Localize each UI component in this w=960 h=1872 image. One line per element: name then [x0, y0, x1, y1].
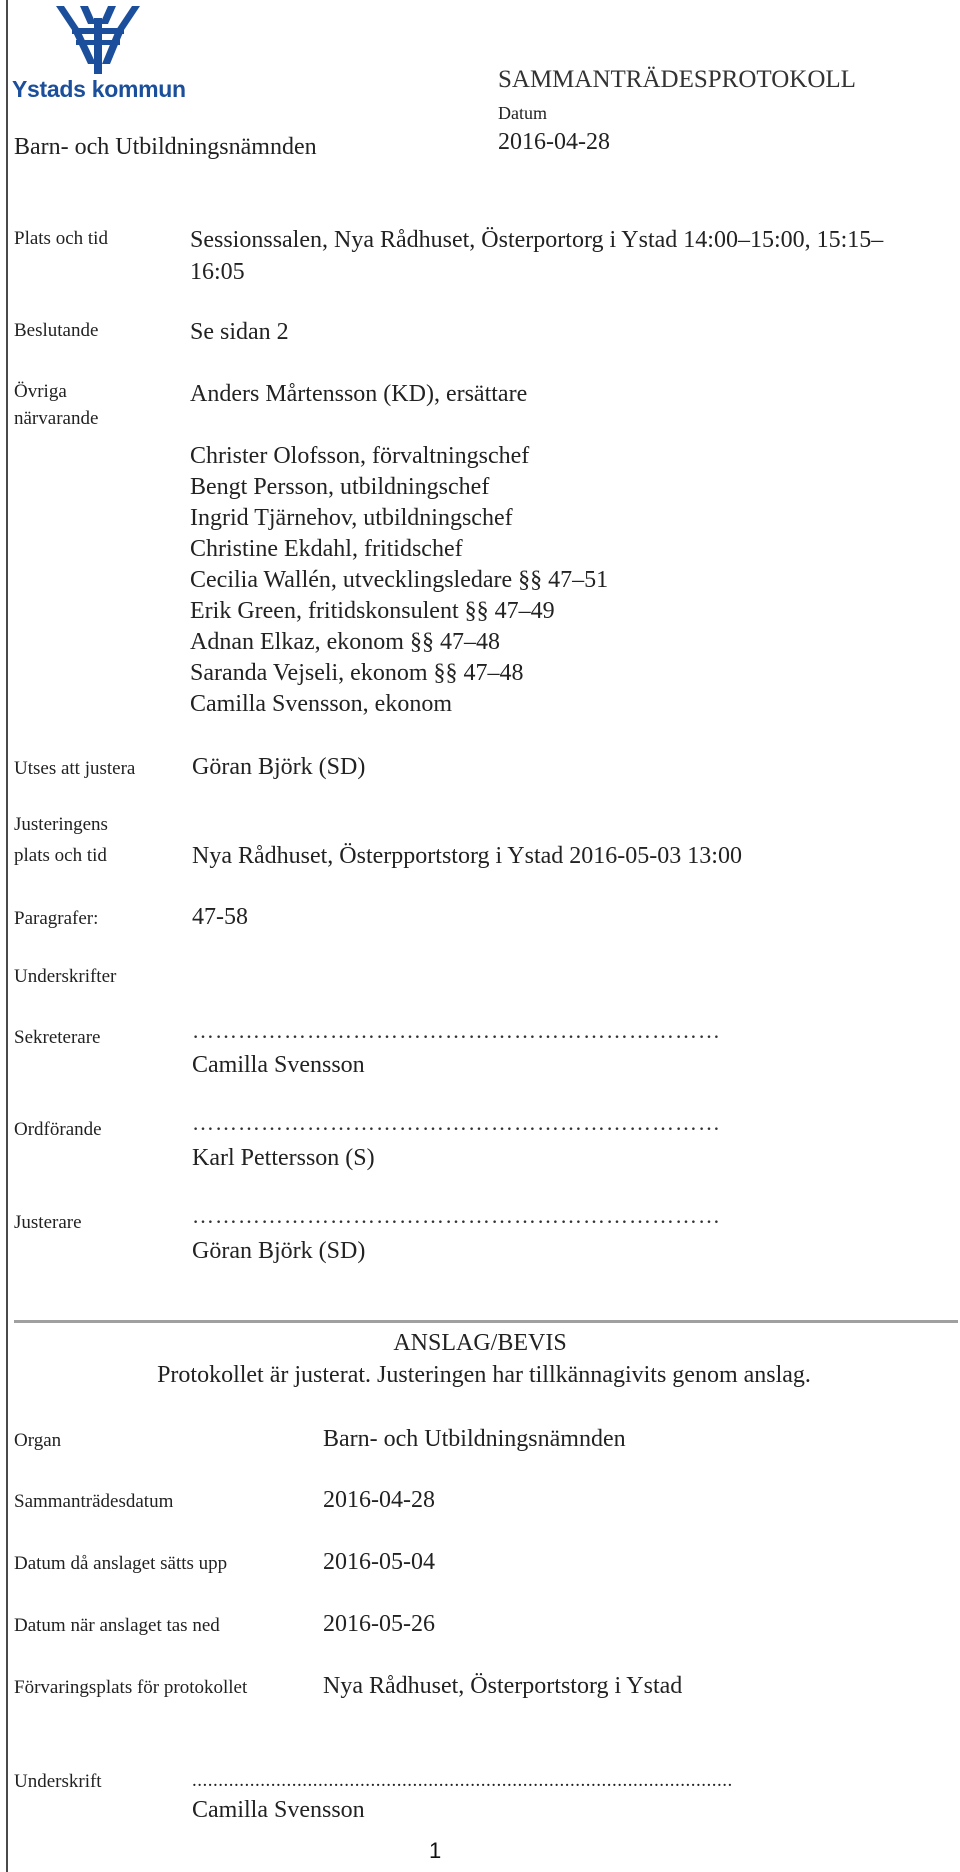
adjuster-value: Göran Björk (SD): [192, 754, 366, 780]
signatures-heading: Underskrifter: [14, 966, 117, 987]
deciders-label: Beslutande: [14, 320, 99, 341]
place-line-1: Sessionssalen, Nya Rådhuset, Österportorg i Ystad 14:00–15:00, 15:15–: [190, 227, 884, 253]
page-number: 1: [429, 1838, 442, 1863]
board-name: Barn- och Utbildningsnämnden: [14, 134, 317, 160]
others-list-item: Christer Olofsson, förvaltningschef: [190, 443, 530, 469]
signature-role: Sekreterare: [14, 1027, 101, 1048]
notice-signature-label: Underskrift: [14, 1771, 102, 1792]
paragraphs-label: Paragrafer:: [14, 908, 99, 929]
adjust-place-label-1: Justeringens: [14, 814, 108, 835]
signature-role: Justerare: [14, 1212, 82, 1233]
signature-name: Göran Björk (SD): [192, 1238, 366, 1264]
section-divider: [14, 1320, 958, 1323]
logo-text: Ystads kommun: [12, 76, 186, 102]
notice-row-label: Datum då anslaget sätts upp: [14, 1553, 228, 1574]
signature-role: Ordförande: [14, 1119, 102, 1140]
notice-row-value: 2016-05-04: [323, 1549, 435, 1575]
date-value: 2016-04-28: [498, 129, 610, 155]
others-list-item: Christine Ekdahl, fritidschef: [190, 536, 463, 562]
others-list-item: Cecilia Wallén, utvecklingsledare §§ 47–51: [190, 567, 609, 593]
adjust-place-label-2: plats och tid: [14, 845, 107, 866]
deciders-value: Se sidan 2: [190, 319, 289, 345]
notice-row-label: Datum när anslaget tas ned: [14, 1615, 220, 1636]
left-margin-rule: [6, 0, 8, 1872]
notice-row-value: 2016-05-26: [323, 1611, 435, 1637]
place-label: Plats och tid: [14, 228, 108, 249]
others-list-item: Bengt Persson, utbildningschef: [190, 474, 490, 500]
notice-row-label: Organ: [14, 1430, 62, 1451]
adjust-place-value: Nya Rådhuset, Österpportstorg i Ystad 2016-05-03 13:00: [192, 843, 742, 869]
notice-row-label: Förvaringsplats för protokollet: [14, 1677, 248, 1698]
signature-line: ……………………………………………………………: [192, 1110, 721, 1135]
others-label-2: närvarande: [14, 408, 99, 429]
date-label: Datum: [498, 103, 547, 123]
others-label-1: Övriga: [14, 381, 67, 402]
paragraphs-value: 47-58: [192, 904, 248, 930]
notice-row-label: Sammanträdesdatum: [14, 1491, 174, 1512]
notice-signature-line: .......................................................................................................: [192, 1770, 733, 1791]
notice-signature-name: Camilla Svensson: [192, 1797, 365, 1823]
others-list-item: Erik Green, fritidskonsulent §§ 47–49: [190, 598, 555, 624]
ystad-emblem-icon: [12, 4, 192, 76]
document-title: SAMMANTRÄDESPROTOKOLL: [498, 66, 856, 93]
notice-row-value: Barn- och Utbildningsnämnden: [323, 1426, 626, 1452]
others-list-item: Adnan Elkaz, ekonom §§ 47–48: [190, 629, 500, 655]
others-list-item: Saranda Vejseli, ekonom §§ 47–48: [190, 660, 524, 686]
adjuster-label: Utses att justera: [14, 758, 136, 779]
place-line-2: 16:05: [190, 259, 245, 285]
others-list-item: Camilla Svensson, ekonom: [190, 691, 452, 717]
others-list-item: Anders Mårtensson (KD), ersättare: [190, 381, 528, 407]
others-list-item: Ingrid Tjärnehov, utbildningschef: [190, 505, 513, 531]
notice-subtitle: Protokollet är justerat. Justeringen har tillkännagivits genom anslag.: [157, 1362, 811, 1388]
notice-title: ANSLAG/BEVIS: [393, 1330, 567, 1356]
notice-row-value: 2016-04-28: [323, 1487, 435, 1513]
signature-line: ……………………………………………………………: [192, 1018, 721, 1043]
notice-row-value: Nya Rådhuset, Österportstorg i Ystad: [323, 1673, 683, 1699]
signature-line: ……………………………………………………………: [192, 1203, 721, 1228]
signature-name: Karl Pettersson (S): [192, 1145, 375, 1171]
ystad-logo: [12, 4, 192, 104]
signature-name: Camilla Svensson: [192, 1052, 365, 1078]
